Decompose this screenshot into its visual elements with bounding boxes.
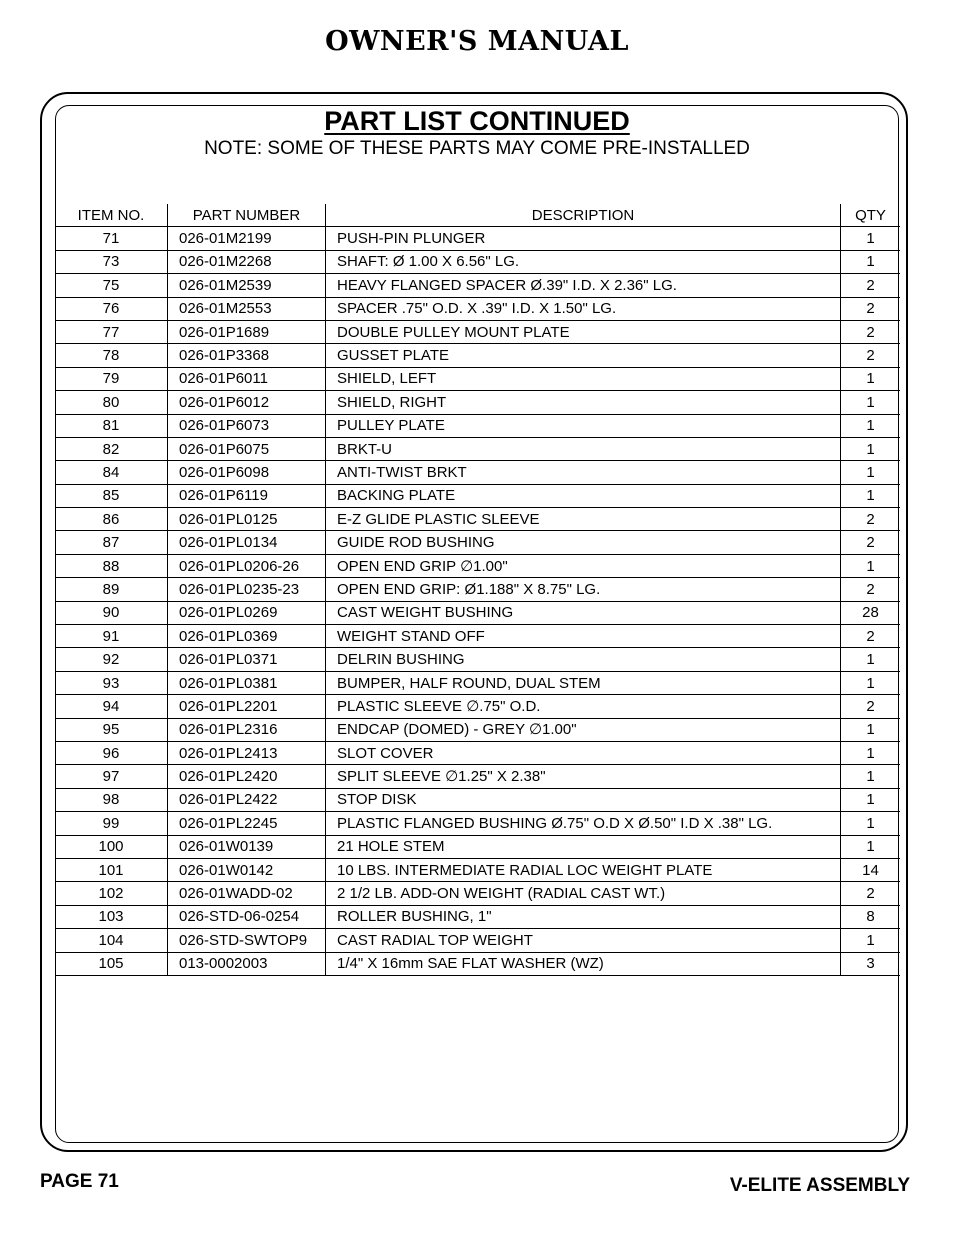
item-no-cell: 97 [55, 765, 168, 788]
item-no-cell: 85 [55, 484, 168, 507]
part-number-cell: 026-01P6011 [168, 367, 326, 390]
description-cell: WEIGHT STAND OFF [326, 625, 841, 648]
qty-cell: 1 [841, 671, 901, 694]
part-number-cell: 026-01W0139 [168, 835, 326, 858]
description-cell: GUIDE ROD BUSHING [326, 531, 841, 554]
part-number-cell: 026-01M2268 [168, 250, 326, 273]
table-row [55, 765, 900, 788]
table-row [55, 671, 900, 694]
part-number-cell: 026-01PL2201 [168, 695, 326, 718]
table-row [55, 367, 900, 390]
part-number-cell: 026-01M2199 [168, 227, 326, 250]
part-number-cell: 026-STD-SWTOP9 [168, 929, 326, 952]
description-cell: ROLLER BUSHING, 1" [326, 905, 841, 928]
item-no-cell: 102 [55, 882, 168, 905]
description-cell: PUSH-PIN PLUNGER [326, 227, 841, 250]
description-cell: DELRIN BUSHING [326, 648, 841, 671]
qty-cell: 2 [841, 297, 901, 320]
description-cell: CAST WEIGHT BUSHING [326, 601, 841, 624]
qty-cell: 28 [841, 601, 901, 624]
part-number-cell: 026-01P6073 [168, 414, 326, 437]
table-row [55, 274, 900, 297]
table-row [55, 741, 900, 764]
part-number-cell: 026-01P6119 [168, 484, 326, 507]
part-number-cell: 026-01M2553 [168, 297, 326, 320]
qty-cell: 1 [841, 765, 901, 788]
table-row [55, 250, 900, 273]
item-no-cell: 79 [55, 367, 168, 390]
part-number-cell: 026-01PL2420 [168, 765, 326, 788]
table-row [55, 227, 900, 250]
table-row [55, 531, 900, 554]
part-number-cell: 026-01PL2316 [168, 718, 326, 741]
qty-cell: 2 [841, 508, 901, 531]
item-no-cell: 96 [55, 741, 168, 764]
part-number-cell: 026-01PL0235-23 [168, 578, 326, 601]
qty-cell: 1 [841, 718, 901, 741]
qty-cell: 1 [841, 461, 901, 484]
qty-cell: 2 [841, 531, 901, 554]
description-cell: 2 1/2 LB. ADD-ON WEIGHT (RADIAL CAST WT.) [326, 882, 841, 905]
item-no-cell: 73 [55, 250, 168, 273]
item-no-cell: 98 [55, 788, 168, 811]
qty-cell: 1 [841, 391, 901, 414]
item-no-cell: 101 [55, 858, 168, 881]
table-row [55, 858, 900, 881]
part-number-cell: 013-0002003 [168, 952, 326, 975]
manual-title: OWNER'S MANUAL [325, 26, 629, 57]
table-row [55, 625, 900, 648]
description-cell: STOP DISK [326, 788, 841, 811]
item-no-cell: 100 [55, 835, 168, 858]
part-number-cell: 026-01PL2422 [168, 788, 326, 811]
page-number: PAGE 71 [40, 1171, 119, 1192]
part-number-cell: 026-01PL0369 [168, 625, 326, 648]
qty-cell: 1 [841, 648, 901, 671]
table-row [55, 437, 900, 460]
table-row [55, 391, 900, 414]
qty-cell: 2 [841, 578, 901, 601]
item-no-cell: 75 [55, 274, 168, 297]
item-no-cell: 92 [55, 648, 168, 671]
table-row [55, 648, 900, 671]
part-number-cell: 026-01P1689 [168, 320, 326, 343]
description-cell: SPLIT SLEEVE ∅1.25" X 2.38" [326, 765, 841, 788]
item-no-cell: 104 [55, 929, 168, 952]
description-cell: 21 HOLE STEM [326, 835, 841, 858]
qty-cell: 2 [841, 625, 901, 648]
qty-cell: 2 [841, 320, 901, 343]
qty-cell: 1 [841, 414, 901, 437]
item-no-cell: 86 [55, 508, 168, 531]
item-no-cell: 89 [55, 578, 168, 601]
table-row [55, 554, 900, 577]
item-no-cell: 88 [55, 554, 168, 577]
qty-cell: 1 [841, 788, 901, 811]
column-header-item-no: ITEM NO. [55, 204, 168, 227]
description-cell: PLASTIC FLANGED BUSHING Ø.75" O.D X Ø.50" I.D X .38" LG. [326, 812, 841, 835]
part-number-cell: 026-01P6012 [168, 391, 326, 414]
part-number-cell: 026-01PL0371 [168, 648, 326, 671]
item-no-cell: 95 [55, 718, 168, 741]
description-cell: E-Z GLIDE PLASTIC SLEEVE [326, 508, 841, 531]
part-number-cell: 026-01PL0269 [168, 601, 326, 624]
table-row [55, 297, 900, 320]
table-row [55, 905, 900, 928]
item-no-cell: 91 [55, 625, 168, 648]
description-cell: 10 LBS. INTERMEDIATE RADIAL LOC WEIGHT PLATE [326, 858, 841, 881]
part-number-cell: 026-01WADD-02 [168, 882, 326, 905]
table-row [55, 601, 900, 624]
section-title: PART LIST CONTINUED [324, 106, 630, 136]
part-number-cell: 026-01M2539 [168, 274, 326, 297]
description-cell: 1/4" X 16mm SAE FLAT WASHER (WZ) [326, 952, 841, 975]
qty-cell: 1 [841, 929, 901, 952]
qty-cell: 1 [841, 437, 901, 460]
item-no-cell: 82 [55, 437, 168, 460]
description-cell: ENDCAP (DOMED) - GREY ∅1.00" [326, 718, 841, 741]
table-row [55, 952, 900, 975]
description-cell: CAST RADIAL TOP WEIGHT [326, 929, 841, 952]
parts-table-body [55, 227, 900, 976]
item-no-cell: 87 [55, 531, 168, 554]
part-number-cell: 026-STD-06-0254 [168, 905, 326, 928]
qty-cell: 1 [841, 367, 901, 390]
table-row [55, 344, 900, 367]
description-cell: DOUBLE PULLEY MOUNT PLATE [326, 320, 841, 343]
table-row [55, 320, 900, 343]
part-number-cell: 026-01PL0381 [168, 671, 326, 694]
qty-cell: 1 [841, 554, 901, 577]
table-row [55, 484, 900, 507]
table-row [55, 695, 900, 718]
qty-cell: 1 [841, 835, 901, 858]
table-row [55, 718, 900, 741]
part-number-cell: 026-01PL2413 [168, 741, 326, 764]
item-no-cell: 103 [55, 905, 168, 928]
item-no-cell: 78 [55, 344, 168, 367]
qty-cell: 1 [841, 741, 901, 764]
table-row [55, 788, 900, 811]
description-cell: PLASTIC SLEEVE ∅.75" O.D. [326, 695, 841, 718]
part-number-cell: 026-01PL0134 [168, 531, 326, 554]
table-row [55, 578, 900, 601]
description-cell: GUSSET PLATE [326, 344, 841, 367]
item-no-cell: 84 [55, 461, 168, 484]
table-row [55, 882, 900, 905]
qty-cell: 1 [841, 227, 901, 250]
part-number-cell: 026-01PL0206-26 [168, 554, 326, 577]
description-cell: BUMPER, HALF ROUND, DUAL STEM [326, 671, 841, 694]
table-row [55, 929, 900, 952]
description-cell: OPEN END GRIP ∅1.00" [326, 554, 841, 577]
assembly-name: V-ELITE ASSEMBLY [729, 1175, 910, 1196]
qty-cell: 1 [841, 250, 901, 273]
column-header-qty: QTY [841, 204, 901, 227]
qty-cell: 2 [841, 695, 901, 718]
qty-cell: 2 [841, 274, 901, 297]
item-no-cell: 71 [55, 227, 168, 250]
table-row [55, 461, 900, 484]
item-no-cell: 76 [55, 297, 168, 320]
section-note: NOTE: SOME OF THESE PARTS MAY COME PRE-INSTALLED [204, 138, 750, 159]
column-header-description: DESCRIPTION [326, 204, 841, 227]
description-cell: OPEN END GRIP: Ø1.188" X 8.75" LG. [326, 578, 841, 601]
table-row [55, 414, 900, 437]
description-cell: BRKT-U [326, 437, 841, 460]
part-number-cell: 026-01P6075 [168, 437, 326, 460]
description-cell: SLOT COVER [326, 741, 841, 764]
table-row [55, 812, 900, 835]
item-no-cell: 105 [55, 952, 168, 975]
description-cell: SHIELD, LEFT [326, 367, 841, 390]
qty-cell: 3 [841, 952, 901, 975]
qty-cell: 2 [841, 882, 901, 905]
part-number-cell: 026-01P6098 [168, 461, 326, 484]
part-number-cell: 026-01PL2245 [168, 812, 326, 835]
qty-cell: 14 [841, 858, 901, 881]
part-number-cell: 026-01P3368 [168, 344, 326, 367]
qty-cell: 8 [841, 905, 901, 928]
description-cell: PULLEY PLATE [326, 414, 841, 437]
column-header-part-number: PART NUMBER [168, 204, 326, 227]
description-cell: SPACER .75" O.D. X .39" I.D. X 1.50" LG. [326, 297, 841, 320]
item-no-cell: 77 [55, 320, 168, 343]
qty-cell: 1 [841, 484, 901, 507]
table-row [55, 835, 900, 858]
item-no-cell: 99 [55, 812, 168, 835]
description-cell: SHAFT: Ø 1.00 X 6.56" LG. [326, 250, 841, 273]
description-cell: BACKING PLATE [326, 484, 841, 507]
item-no-cell: 93 [55, 671, 168, 694]
table-header-row [55, 204, 900, 227]
description-cell: SHIELD, RIGHT [326, 391, 841, 414]
item-no-cell: 81 [55, 414, 168, 437]
part-number-cell: 026-01PL0125 [168, 508, 326, 531]
qty-cell: 1 [841, 812, 901, 835]
description-cell: ANTI-TWIST BRKT [326, 461, 841, 484]
table-row [55, 508, 900, 531]
item-no-cell: 80 [55, 391, 168, 414]
description-cell: HEAVY FLANGED SPACER Ø.39" I.D. X 2.36" LG. [326, 274, 841, 297]
parts-table [55, 204, 900, 976]
qty-cell: 2 [841, 344, 901, 367]
part-number-cell: 026-01W0142 [168, 858, 326, 881]
item-no-cell: 90 [55, 601, 168, 624]
item-no-cell: 94 [55, 695, 168, 718]
